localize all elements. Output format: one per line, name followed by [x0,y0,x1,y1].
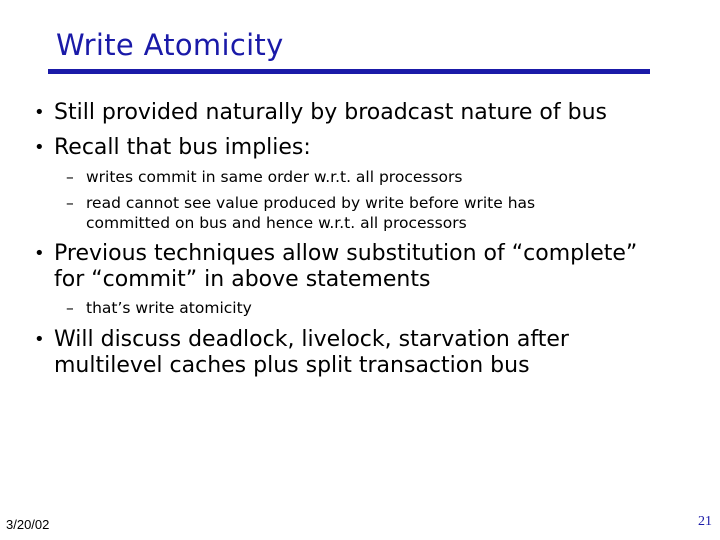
sub-bullet-text: writes commit in same order w.r.t. all processors [86,168,463,186]
dash-icon: – [66,299,74,317]
bullet-text-line-1: Will discuss deadlock, livelock, starvation after [54,327,569,352]
page-number: 21 [698,514,712,529]
sub-bullet-text: that’s write atomicity [86,299,252,317]
dash-icon: – [66,194,74,212]
bullet-icon: • [34,329,45,350]
bullet-icon: • [34,243,45,264]
sub-bullet-text-line-2: committed on bus and hence w.r.t. all processors [86,214,467,232]
bullet-icon: • [34,102,45,123]
bullet-text: Recall that bus implies: [54,135,311,160]
bullet-text-line-2: multilevel caches plus split transaction bus [54,353,530,378]
dash-icon: – [66,168,74,186]
bullet-text-line-1: Previous techniques allow substitution of “complete” [54,241,638,266]
slide-title: Write Atomicity [56,28,284,62]
bullet-icon: • [34,137,45,158]
sub-bullet-text-line-1: read cannot see value produced by write before write has [86,194,536,212]
title-underline [48,69,650,74]
bullet-text: Still provided naturally by broadcast nature of bus [54,100,607,125]
bullet-text-line-2: for “commit” in above statements [54,267,431,292]
footer-date: 3/20/02 [6,517,50,532]
